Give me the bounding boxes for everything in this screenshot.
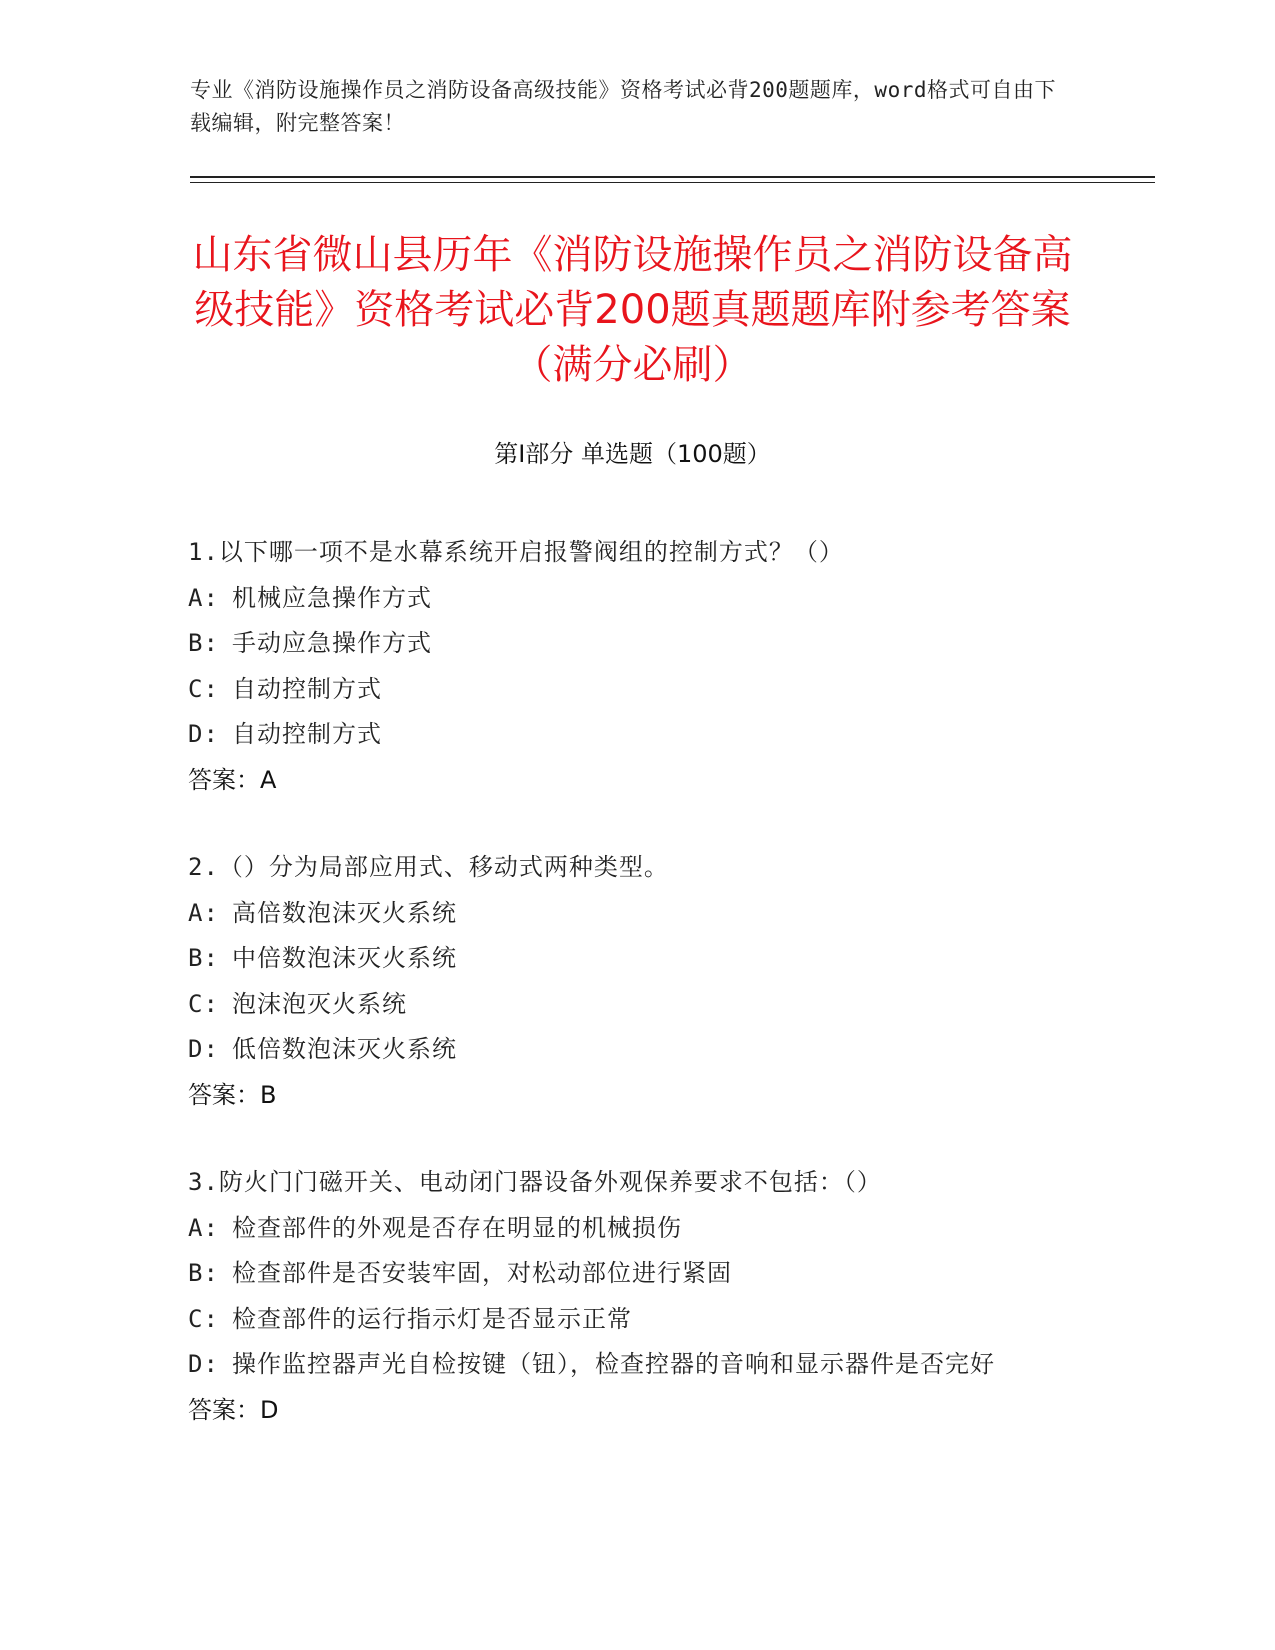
- section-title: 第Ⅰ部分 单选题（100题）: [494, 440, 771, 468]
- document-title: 山东省微山县历年《消防设施操作员之消防设备高级技能》资格考试必背200题真题题库附参考答案（满分必刷）: [192, 232, 1073, 388]
- option-text: 检查部件的外观是否存在明显的机械损伤: [232, 1213, 682, 1242]
- option-label: A:: [188, 1213, 219, 1242]
- option-a: [188, 576, 1088, 622]
- option-text: 手动应急操作方式: [232, 629, 432, 657]
- option-a: [188, 891, 1088, 937]
- option-label: A:: [188, 898, 219, 927]
- question-2: [188, 845, 1088, 1118]
- answer-prefix: 答案：: [188, 765, 260, 794]
- option-d: [188, 712, 1088, 758]
- answer-line: [188, 1388, 1088, 1434]
- answer-value: D: [260, 1395, 279, 1424]
- option-label: D:: [188, 1035, 219, 1063]
- answer-line: [188, 1073, 1088, 1119]
- option-text: 操作监控器声光自检按键（钮），检查控器的音响和显示器件是否完好: [232, 1350, 995, 1378]
- option-label: C:: [188, 989, 219, 1018]
- option-text: 高倍数泡沫灭火系统: [232, 898, 457, 927]
- option-b: [188, 621, 1088, 667]
- answer-value: B: [260, 1080, 277, 1109]
- option-label: B:: [188, 1259, 219, 1287]
- option-d: [188, 1027, 1088, 1073]
- option-label: C:: [188, 1304, 219, 1333]
- option-text: 检查部件是否安装牢固，对松动部位进行紧固: [232, 1259, 732, 1287]
- option-d: [188, 1342, 1088, 1388]
- option-label: D:: [188, 1350, 219, 1378]
- option-label: B:: [188, 944, 219, 972]
- answer-line: [188, 758, 1088, 804]
- answer-prefix: 答案：: [188, 1395, 260, 1424]
- option-c: [188, 667, 1088, 713]
- option-label: D:: [188, 720, 219, 748]
- option-label: A:: [188, 583, 219, 612]
- option-label: B:: [188, 629, 219, 657]
- question-1: [188, 530, 1088, 803]
- option-text: 自动控制方式: [232, 720, 382, 748]
- option-c: [188, 1297, 1088, 1343]
- option-b: [188, 1251, 1088, 1297]
- option-text: 自动控制方式: [232, 674, 382, 703]
- option-text: 中倍数泡沫灭火系统: [232, 944, 457, 972]
- question-stem: 3.防火门门磁开关、电动闭门器设备外观保养要求不包括：（）: [188, 1168, 882, 1196]
- option-text: 泡沫泡灭火系统: [232, 989, 407, 1018]
- option-b: [188, 936, 1088, 982]
- answer-prefix: 答案：: [188, 1080, 260, 1109]
- question-stem: 1.以下哪一项不是水幕系统开启报警阀组的控制方式？（）: [188, 538, 844, 566]
- question-list: [188, 530, 1088, 1475]
- option-text: 检查部件的运行指示灯是否显示正常: [232, 1304, 632, 1333]
- question-stem: 2.（）分为局部应用式、移动式两种类型。: [188, 853, 669, 881]
- option-c: [188, 982, 1088, 1028]
- option-a: [188, 1206, 1088, 1252]
- header-rule-thin: [190, 182, 1155, 183]
- answer-value: A: [260, 765, 277, 794]
- option-text: 机械应急操作方式: [232, 583, 432, 612]
- question-3: [188, 1160, 1088, 1433]
- option-label: C:: [188, 674, 219, 703]
- header-rule-thick: [190, 176, 1155, 178]
- option-text: 低倍数泡沫灭火系统: [232, 1035, 457, 1063]
- header-note: 专业《消防设施操作员之消防设备高级技能》资格考试必背200题题库，word格式可自由下载编辑，附完整答案！: [190, 78, 1056, 135]
